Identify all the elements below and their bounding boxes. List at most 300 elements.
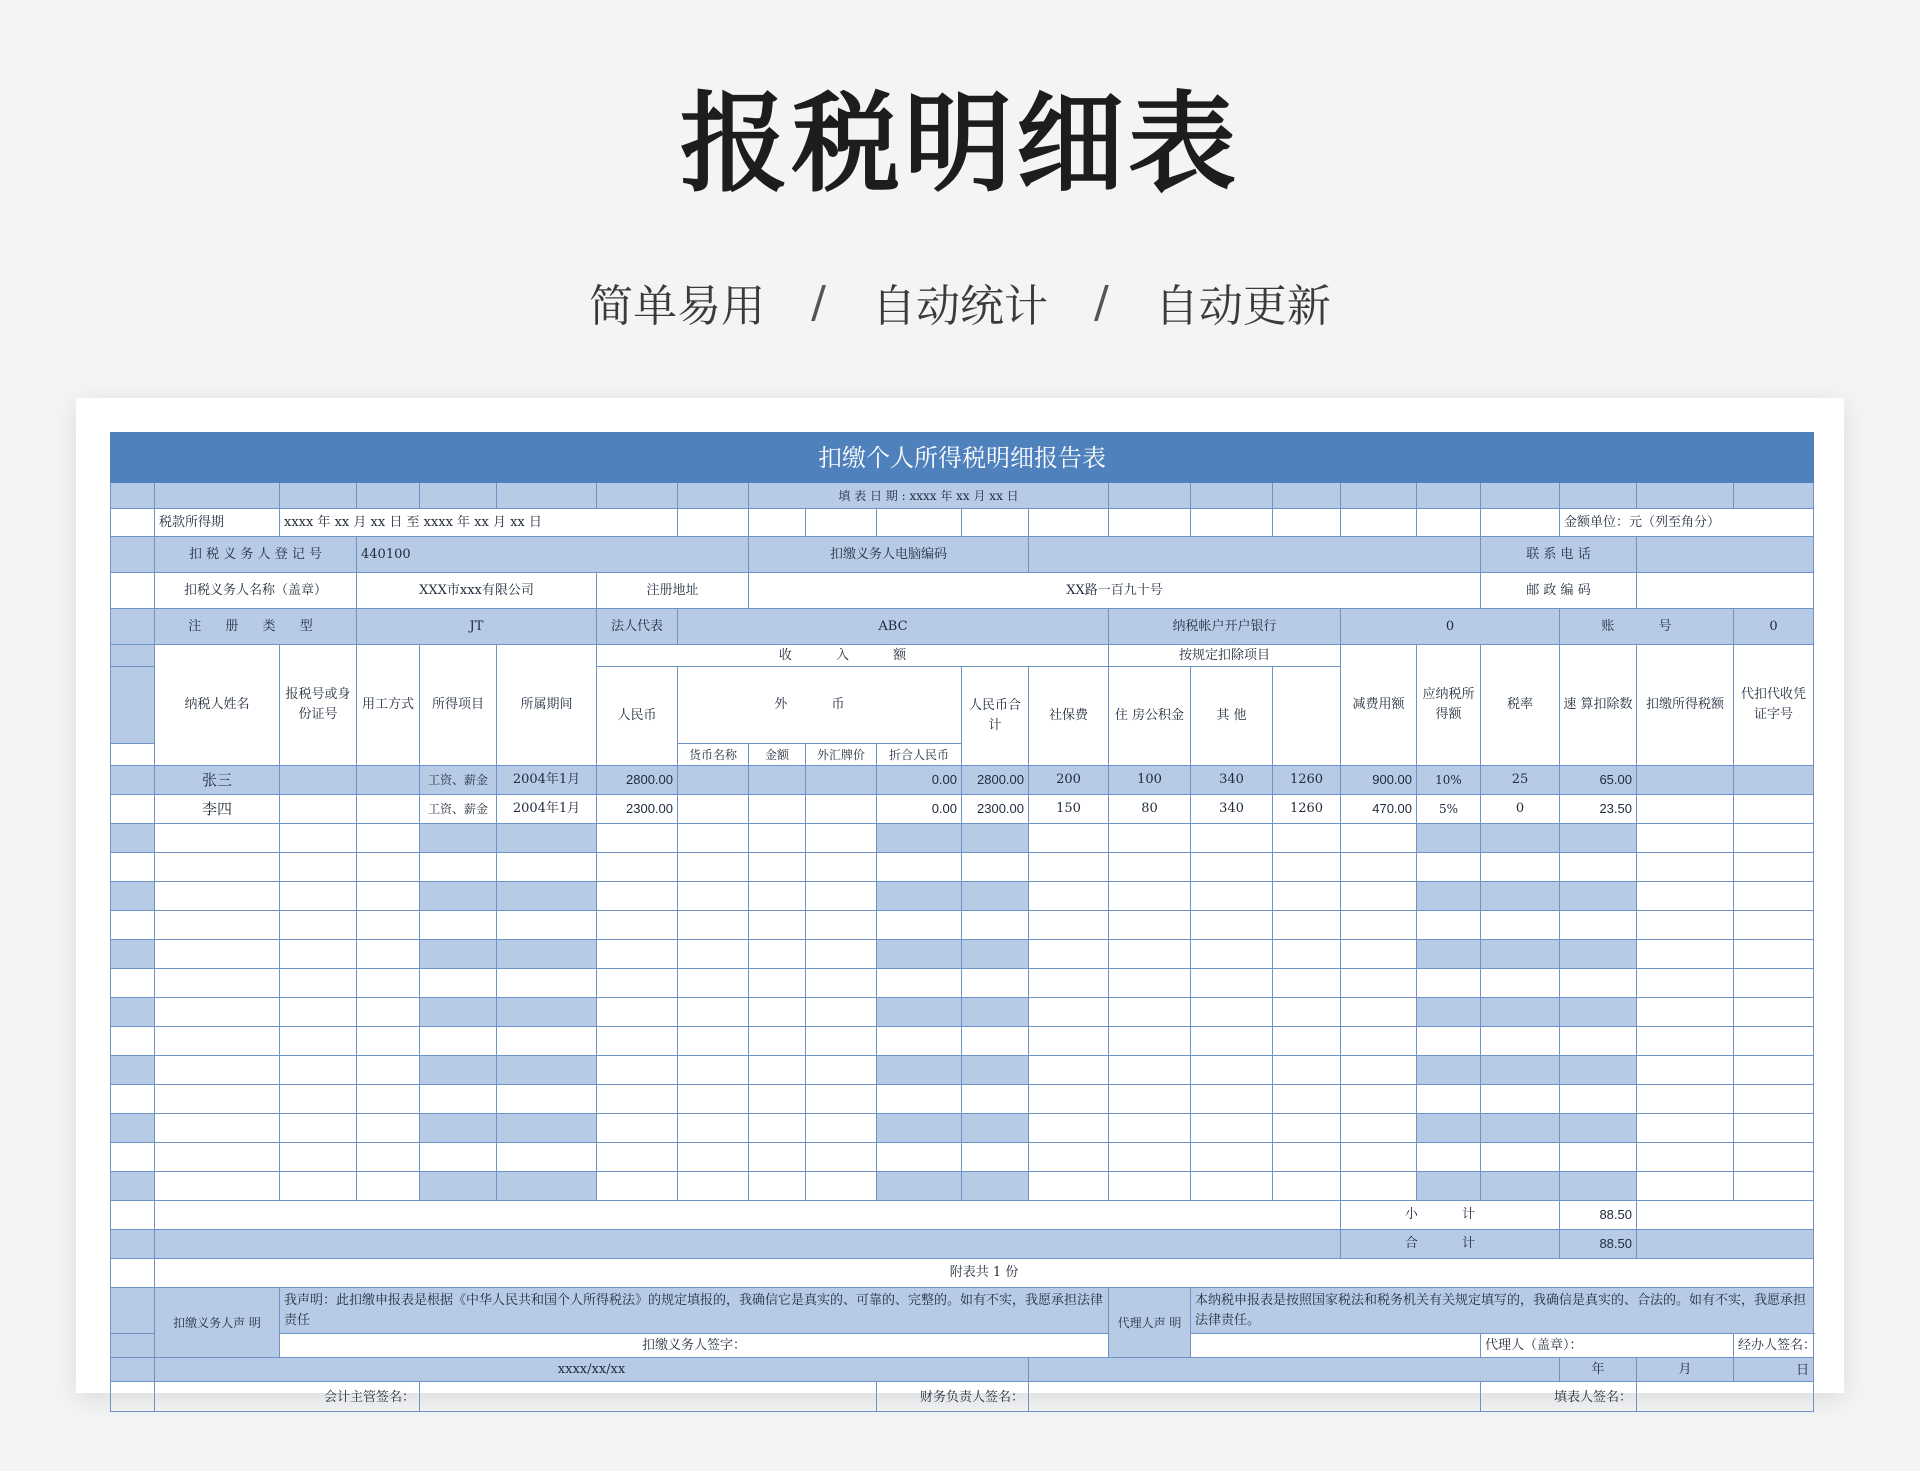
empty-cell[interactable]: [1341, 969, 1417, 998]
empty-cell[interactable]: [1481, 882, 1560, 911]
empty-cell[interactable]: [806, 1085, 877, 1114]
empty-cell[interactable]: [1029, 1143, 1109, 1172]
empty-cell[interactable]: [420, 853, 497, 882]
empty-cell[interactable]: [1191, 824, 1273, 853]
empty-cell[interactable]: [1109, 1114, 1191, 1143]
empty-cell[interactable]: [1273, 911, 1341, 940]
empty-cell[interactable]: [1560, 911, 1637, 940]
empty-cell[interactable]: [1734, 998, 1814, 1027]
cell-rmb-total[interactable]: 2300.00: [962, 795, 1029, 824]
cell-withheld[interactable]: 23.50: [1560, 795, 1637, 824]
empty-cell[interactable]: [155, 1056, 280, 1085]
cell-rmb[interactable]: 2800.00: [597, 766, 678, 795]
empty-cell[interactable]: [1481, 1056, 1560, 1085]
withholder-reg-value[interactable]: 440100: [357, 537, 749, 573]
empty-cell[interactable]: [1560, 1114, 1637, 1143]
empty-cell[interactable]: [1029, 911, 1109, 940]
empty-cell[interactable]: [1481, 911, 1560, 940]
empty-cell[interactable]: [597, 1027, 678, 1056]
empty-cell[interactable]: [1273, 1056, 1341, 1085]
empty-cell[interactable]: [280, 882, 357, 911]
empty-cell[interactable]: [877, 940, 962, 969]
empty-cell[interactable]: [497, 824, 597, 853]
empty-cell[interactable]: [1560, 1143, 1637, 1172]
empty-cell[interactable]: [678, 1143, 749, 1172]
empty-cell[interactable]: [1273, 940, 1341, 969]
empty-cell[interactable]: [1560, 940, 1637, 969]
empty-cell[interactable]: [597, 998, 678, 1027]
empty-cell[interactable]: [962, 1143, 1029, 1172]
empty-cell[interactable]: [1637, 998, 1734, 1027]
empty-cell[interactable]: [962, 1027, 1029, 1056]
empty-cell[interactable]: [497, 1027, 597, 1056]
empty-cell[interactable]: [1191, 1143, 1273, 1172]
empty-cell[interactable]: [597, 1114, 678, 1143]
empty-cell[interactable]: [357, 882, 420, 911]
cell-rmb-total[interactable]: 2800.00: [962, 766, 1029, 795]
empty-cell[interactable]: [280, 940, 357, 969]
empty-cell[interactable]: [806, 1027, 877, 1056]
agent-seal[interactable]: 代理人（盖章）：: [1481, 1334, 1734, 1358]
cell-rate[interactable]: [806, 795, 877, 824]
empty-cell[interactable]: [1029, 1027, 1109, 1056]
cell-converted[interactable]: 0.00: [877, 766, 962, 795]
empty-cell[interactable]: [1029, 1172, 1109, 1201]
empty-cell[interactable]: [1734, 1085, 1814, 1114]
empty-cell[interactable]: [1417, 1027, 1481, 1056]
empty-cell[interactable]: [1417, 1085, 1481, 1114]
empty-cell[interactable]: [678, 824, 749, 853]
empty-cell[interactable]: [1560, 1172, 1637, 1201]
empty-cell[interactable]: [1637, 911, 1734, 940]
empty-cell[interactable]: [1341, 1172, 1417, 1201]
empty-cell[interactable]: [1734, 969, 1814, 998]
empty-cell[interactable]: [1637, 824, 1734, 853]
empty-cell[interactable]: [1109, 1027, 1191, 1056]
empty-cell[interactable]: [1029, 1085, 1109, 1114]
empty-cell[interactable]: [1481, 969, 1560, 998]
empty-cell[interactable]: [1637, 1143, 1734, 1172]
empty-cell[interactable]: [1734, 853, 1814, 882]
empty-cell[interactable]: [1029, 969, 1109, 998]
empty-cell[interactable]: [420, 1114, 497, 1143]
empty-cell[interactable]: [597, 853, 678, 882]
cell-currency[interactable]: [678, 766, 749, 795]
empty-cell[interactable]: [1191, 1085, 1273, 1114]
empty-cell[interactable]: [357, 911, 420, 940]
empty-cell[interactable]: [962, 1114, 1029, 1143]
cell-period[interactable]: 2004年1月: [497, 766, 597, 795]
empty-cell[interactable]: [497, 1114, 597, 1143]
empty-cell[interactable]: [806, 1056, 877, 1085]
empty-cell[interactable]: [877, 1143, 962, 1172]
empty-cell[interactable]: [1273, 824, 1341, 853]
empty-cell[interactable]: [962, 998, 1029, 1027]
empty-cell[interactable]: [1029, 824, 1109, 853]
empty-cell[interactable]: [1109, 824, 1191, 853]
empty-cell[interactable]: [1029, 1114, 1109, 1143]
cell-voucher[interactable]: [1637, 795, 1734, 824]
empty-cell[interactable]: [1341, 998, 1417, 1027]
empty-cell[interactable]: [806, 1172, 877, 1201]
empty-cell[interactable]: [1191, 1027, 1273, 1056]
empty-cell[interactable]: [962, 1056, 1029, 1085]
empty-cell[interactable]: [1109, 853, 1191, 882]
empty-cell[interactable]: [877, 824, 962, 853]
empty-cell[interactable]: [357, 1143, 420, 1172]
empty-cell[interactable]: [497, 853, 597, 882]
cell-amount[interactable]: [749, 795, 806, 824]
empty-cell[interactable]: [1109, 1056, 1191, 1085]
cell-id[interactable]: [280, 795, 357, 824]
reg-type-value[interactable]: JT: [357, 609, 597, 645]
empty-cell[interactable]: [749, 824, 806, 853]
empty-cell[interactable]: [1191, 1172, 1273, 1201]
empty-cell[interactable]: [1029, 940, 1109, 969]
cell-currency[interactable]: [678, 795, 749, 824]
empty-cell[interactable]: [749, 1172, 806, 1201]
empty-cell[interactable]: [1417, 1056, 1481, 1085]
cell-id[interactable]: [280, 766, 357, 795]
empty-cell[interactable]: [1734, 1027, 1814, 1056]
empty-cell[interactable]: [1734, 940, 1814, 969]
empty-cell[interactable]: [749, 998, 806, 1027]
empty-cell[interactable]: [1191, 969, 1273, 998]
empty-cell[interactable]: [1273, 998, 1341, 1027]
empty-cell[interactable]: [497, 940, 597, 969]
empty-cell[interactable]: [962, 1172, 1029, 1201]
cell-social[interactable]: 150: [1029, 795, 1109, 824]
empty-cell[interactable]: [155, 1085, 280, 1114]
empty-cell[interactable]: [1109, 1143, 1191, 1172]
empty-cell[interactable]: [1734, 1143, 1814, 1172]
empty-cell[interactable]: [1029, 1056, 1109, 1085]
empty-cell[interactable]: [155, 969, 280, 998]
cell-other[interactable]: 340: [1191, 795, 1273, 824]
empty-cell[interactable]: [1637, 1172, 1734, 1201]
empty-cell[interactable]: [155, 940, 280, 969]
empty-cell[interactable]: [678, 969, 749, 998]
empty-cell[interactable]: [1734, 882, 1814, 911]
empty-cell[interactable]: [1417, 853, 1481, 882]
empty-cell[interactable]: [420, 1056, 497, 1085]
empty-cell[interactable]: [1109, 1172, 1191, 1201]
empty-cell[interactable]: [1341, 940, 1417, 969]
empty-cell[interactable]: [1734, 824, 1814, 853]
empty-cell[interactable]: [1417, 969, 1481, 998]
declaration-date[interactable]: xxxx/xx/xx: [155, 1358, 1029, 1382]
empty-cell[interactable]: [497, 1143, 597, 1172]
empty-cell[interactable]: [1481, 998, 1560, 1027]
empty-cell[interactable]: [1417, 940, 1481, 969]
empty-cell[interactable]: [1029, 882, 1109, 911]
empty-cell[interactable]: [155, 1143, 280, 1172]
postcode-value[interactable]: [1637, 573, 1814, 609]
empty-cell[interactable]: [155, 882, 280, 911]
empty-cell[interactable]: [749, 1056, 806, 1085]
empty-cell[interactable]: [1417, 1114, 1481, 1143]
empty-cell[interactable]: [280, 1027, 357, 1056]
empty-cell[interactable]: [1734, 1056, 1814, 1085]
empty-cell[interactable]: [962, 911, 1029, 940]
empty-cell[interactable]: [962, 940, 1029, 969]
empty-cell[interactable]: [420, 824, 497, 853]
empty-cell[interactable]: [420, 940, 497, 969]
empty-cell[interactable]: [1481, 1143, 1560, 1172]
reg-address-value[interactable]: XX路一百九十号: [749, 573, 1481, 609]
empty-cell[interactable]: [1417, 1172, 1481, 1201]
empty-cell[interactable]: [678, 940, 749, 969]
empty-cell[interactable]: [420, 1143, 497, 1172]
empty-cell[interactable]: [597, 911, 678, 940]
empty-cell[interactable]: [1191, 911, 1273, 940]
empty-cell[interactable]: [1341, 1143, 1417, 1172]
empty-cell[interactable]: [1481, 824, 1560, 853]
empty-cell[interactable]: [877, 1027, 962, 1056]
empty-cell[interactable]: [420, 882, 497, 911]
empty-cell[interactable]: [280, 911, 357, 940]
empty-cell[interactable]: [1734, 1114, 1814, 1143]
empty-cell[interactable]: [357, 940, 420, 969]
empty-cell[interactable]: [1191, 940, 1273, 969]
empty-cell[interactable]: [497, 911, 597, 940]
cell-converted[interactable]: 0.00: [877, 795, 962, 824]
empty-cell[interactable]: [1560, 998, 1637, 1027]
empty-cell[interactable]: [280, 1143, 357, 1172]
empty-cell[interactable]: [749, 911, 806, 940]
empty-cell[interactable]: [749, 1143, 806, 1172]
handler-signature[interactable]: 经办人签名：: [1734, 1334, 1814, 1358]
empty-cell[interactable]: [1191, 998, 1273, 1027]
empty-cell[interactable]: [497, 1085, 597, 1114]
empty-cell[interactable]: [420, 1172, 497, 1201]
empty-cell[interactable]: [1560, 1056, 1637, 1085]
cell-employment[interactable]: [357, 766, 420, 795]
cell-taxable[interactable]: 470.00: [1341, 795, 1417, 824]
empty-cell[interactable]: [280, 998, 357, 1027]
empty-cell[interactable]: [806, 1143, 877, 1172]
cell-quick[interactable]: 0: [1481, 795, 1560, 824]
cell-wdate[interactable]: [1734, 795, 1814, 824]
empty-cell[interactable]: [1273, 1027, 1341, 1056]
empty-cell[interactable]: [597, 824, 678, 853]
empty-cell[interactable]: [280, 1085, 357, 1114]
empty-cell[interactable]: [497, 969, 597, 998]
empty-cell[interactable]: [1560, 882, 1637, 911]
empty-cell[interactable]: [155, 911, 280, 940]
empty-cell[interactable]: [806, 911, 877, 940]
empty-cell[interactable]: [678, 998, 749, 1027]
empty-cell[interactable]: [357, 1114, 420, 1143]
finance-signature[interactable]: 财务负责人签名：: [877, 1382, 1029, 1412]
empty-cell[interactable]: [1191, 1056, 1273, 1085]
empty-cell[interactable]: [420, 1085, 497, 1114]
empty-cell[interactable]: [1417, 824, 1481, 853]
empty-cell[interactable]: [877, 911, 962, 940]
empty-cell[interactable]: [1273, 1143, 1341, 1172]
phone-value[interactable]: [1637, 537, 1814, 573]
empty-cell[interactable]: [597, 1056, 678, 1085]
empty-cell[interactable]: [497, 998, 597, 1027]
empty-cell[interactable]: [806, 824, 877, 853]
empty-cell[interactable]: [678, 1027, 749, 1056]
empty-cell[interactable]: [1341, 882, 1417, 911]
empty-cell[interactable]: [749, 853, 806, 882]
cell-rmb[interactable]: 2300.00: [597, 795, 678, 824]
withholder-name-value[interactable]: XXX市xxx有限公司: [357, 573, 597, 609]
empty-cell[interactable]: [678, 882, 749, 911]
empty-cell[interactable]: [749, 1114, 806, 1143]
empty-cell[interactable]: [357, 969, 420, 998]
empty-cell[interactable]: [1109, 911, 1191, 940]
empty-cell[interactable]: [1417, 911, 1481, 940]
empty-cell[interactable]: [1560, 1085, 1637, 1114]
empty-cell[interactable]: [1273, 1114, 1341, 1143]
empty-cell[interactable]: [962, 1085, 1029, 1114]
empty-cell[interactable]: [678, 853, 749, 882]
cell-amount[interactable]: [749, 766, 806, 795]
empty-cell[interactable]: [497, 1056, 597, 1085]
empty-cell[interactable]: [1637, 1114, 1734, 1143]
empty-cell[interactable]: [155, 1114, 280, 1143]
empty-cell[interactable]: [1191, 882, 1273, 911]
withholder-signature[interactable]: 扣缴义务人签字：: [280, 1334, 1109, 1358]
empty-cell[interactable]: [280, 1114, 357, 1143]
legal-rep-value[interactable]: ABC: [678, 609, 1109, 645]
cell-reduce[interactable]: 1260: [1273, 795, 1341, 824]
empty-cell[interactable]: [155, 998, 280, 1027]
empty-cell[interactable]: [678, 1056, 749, 1085]
empty-cell[interactable]: [678, 1172, 749, 1201]
empty-cell[interactable]: [280, 1056, 357, 1085]
accountant-signature[interactable]: 会计主管签名：: [155, 1382, 420, 1412]
account-value[interactable]: 0: [1734, 609, 1814, 645]
cell-employment[interactable]: [357, 795, 420, 824]
empty-cell[interactable]: [1417, 998, 1481, 1027]
cell-item[interactable]: 工资、薪金: [420, 766, 497, 795]
empty-cell[interactable]: [155, 853, 280, 882]
empty-cell[interactable]: [1560, 1027, 1637, 1056]
cell-reduce[interactable]: 1260: [1273, 766, 1341, 795]
empty-cell[interactable]: [597, 1143, 678, 1172]
cell-taxable[interactable]: 900.00: [1341, 766, 1417, 795]
empty-cell[interactable]: [597, 969, 678, 998]
empty-cell[interactable]: [877, 853, 962, 882]
empty-cell[interactable]: [497, 882, 597, 911]
cell-tax-rate[interactable]: 5%: [1417, 795, 1481, 824]
empty-cell[interactable]: [962, 969, 1029, 998]
empty-cell[interactable]: [1637, 882, 1734, 911]
empty-cell[interactable]: [877, 1056, 962, 1085]
cell-housing[interactable]: 80: [1109, 795, 1191, 824]
empty-cell[interactable]: [806, 853, 877, 882]
empty-cell[interactable]: [1560, 969, 1637, 998]
empty-cell[interactable]: [1341, 824, 1417, 853]
empty-cell[interactable]: [1109, 969, 1191, 998]
empty-cell[interactable]: [1481, 1027, 1560, 1056]
empty-cell[interactable]: [1481, 1085, 1560, 1114]
empty-cell[interactable]: [1481, 1172, 1560, 1201]
empty-cell[interactable]: [962, 882, 1029, 911]
empty-cell[interactable]: [1341, 911, 1417, 940]
empty-cell[interactable]: [806, 940, 877, 969]
empty-cell[interactable]: [420, 1027, 497, 1056]
cell-housing[interactable]: 100: [1109, 766, 1191, 795]
empty-cell[interactable]: [1341, 1114, 1417, 1143]
empty-cell[interactable]: [597, 1172, 678, 1201]
empty-cell[interactable]: [678, 1114, 749, 1143]
empty-cell[interactable]: [1273, 969, 1341, 998]
empty-cell[interactable]: [1417, 882, 1481, 911]
empty-cell[interactable]: [497, 1172, 597, 1201]
empty-cell[interactable]: [1341, 1056, 1417, 1085]
period-value[interactable]: xxxx 年 xx 月 xx 日 至 xxxx 年 xx 月 xx 日: [280, 509, 678, 537]
empty-cell[interactable]: [1417, 1143, 1481, 1172]
empty-cell[interactable]: [877, 1114, 962, 1143]
empty-cell[interactable]: [806, 1114, 877, 1143]
empty-cell[interactable]: [749, 882, 806, 911]
empty-cell[interactable]: [155, 824, 280, 853]
empty-cell[interactable]: [1191, 853, 1273, 882]
empty-cell[interactable]: [357, 1027, 420, 1056]
cell-voucher[interactable]: [1637, 766, 1734, 795]
cell-rate[interactable]: [806, 766, 877, 795]
empty-cell[interactable]: [155, 1172, 280, 1201]
cell-item[interactable]: 工资、薪金: [420, 795, 497, 824]
empty-cell[interactable]: [280, 1172, 357, 1201]
empty-cell[interactable]: [678, 911, 749, 940]
empty-cell[interactable]: [877, 882, 962, 911]
empty-cell[interactable]: [877, 969, 962, 998]
empty-cell[interactable]: [357, 998, 420, 1027]
empty-cell[interactable]: [597, 940, 678, 969]
empty-cell[interactable]: [962, 853, 1029, 882]
empty-cell[interactable]: [1191, 1114, 1273, 1143]
empty-cell[interactable]: [357, 1056, 420, 1085]
empty-cell[interactable]: [597, 882, 678, 911]
cell-withheld[interactable]: 65.00: [1560, 766, 1637, 795]
cell-other[interactable]: 340: [1191, 766, 1273, 795]
empty-cell[interactable]: [1109, 1085, 1191, 1114]
empty-cell[interactable]: [1734, 911, 1814, 940]
cell-social[interactable]: 200: [1029, 766, 1109, 795]
empty-cell[interactable]: [806, 969, 877, 998]
empty-cell[interactable]: [1273, 1172, 1341, 1201]
empty-cell[interactable]: [357, 1085, 420, 1114]
empty-cell[interactable]: [357, 1172, 420, 1201]
empty-cell[interactable]: [1109, 882, 1191, 911]
empty-cell[interactable]: [1481, 1114, 1560, 1143]
empty-cell[interactable]: [357, 824, 420, 853]
empty-cell[interactable]: [1341, 1027, 1417, 1056]
empty-cell[interactable]: [877, 998, 962, 1027]
cell-tax-rate[interactable]: 10%: [1417, 766, 1481, 795]
computer-code-value[interactable]: [1029, 537, 1481, 573]
empty-cell[interactable]: [420, 969, 497, 998]
empty-cell[interactable]: [877, 1172, 962, 1201]
empty-cell[interactable]: [1637, 1056, 1734, 1085]
empty-cell[interactable]: [1637, 940, 1734, 969]
cell-name[interactable]: 李四: [155, 795, 280, 824]
cell-name[interactable]: 张三: [155, 766, 280, 795]
empty-cell[interactable]: [877, 1085, 962, 1114]
empty-cell[interactable]: [155, 1027, 280, 1056]
empty-cell[interactable]: [1109, 998, 1191, 1027]
empty-cell[interactable]: [678, 1085, 749, 1114]
empty-cell[interactable]: [1637, 969, 1734, 998]
empty-cell[interactable]: [597, 1085, 678, 1114]
empty-cell[interactable]: [1734, 1172, 1814, 1201]
